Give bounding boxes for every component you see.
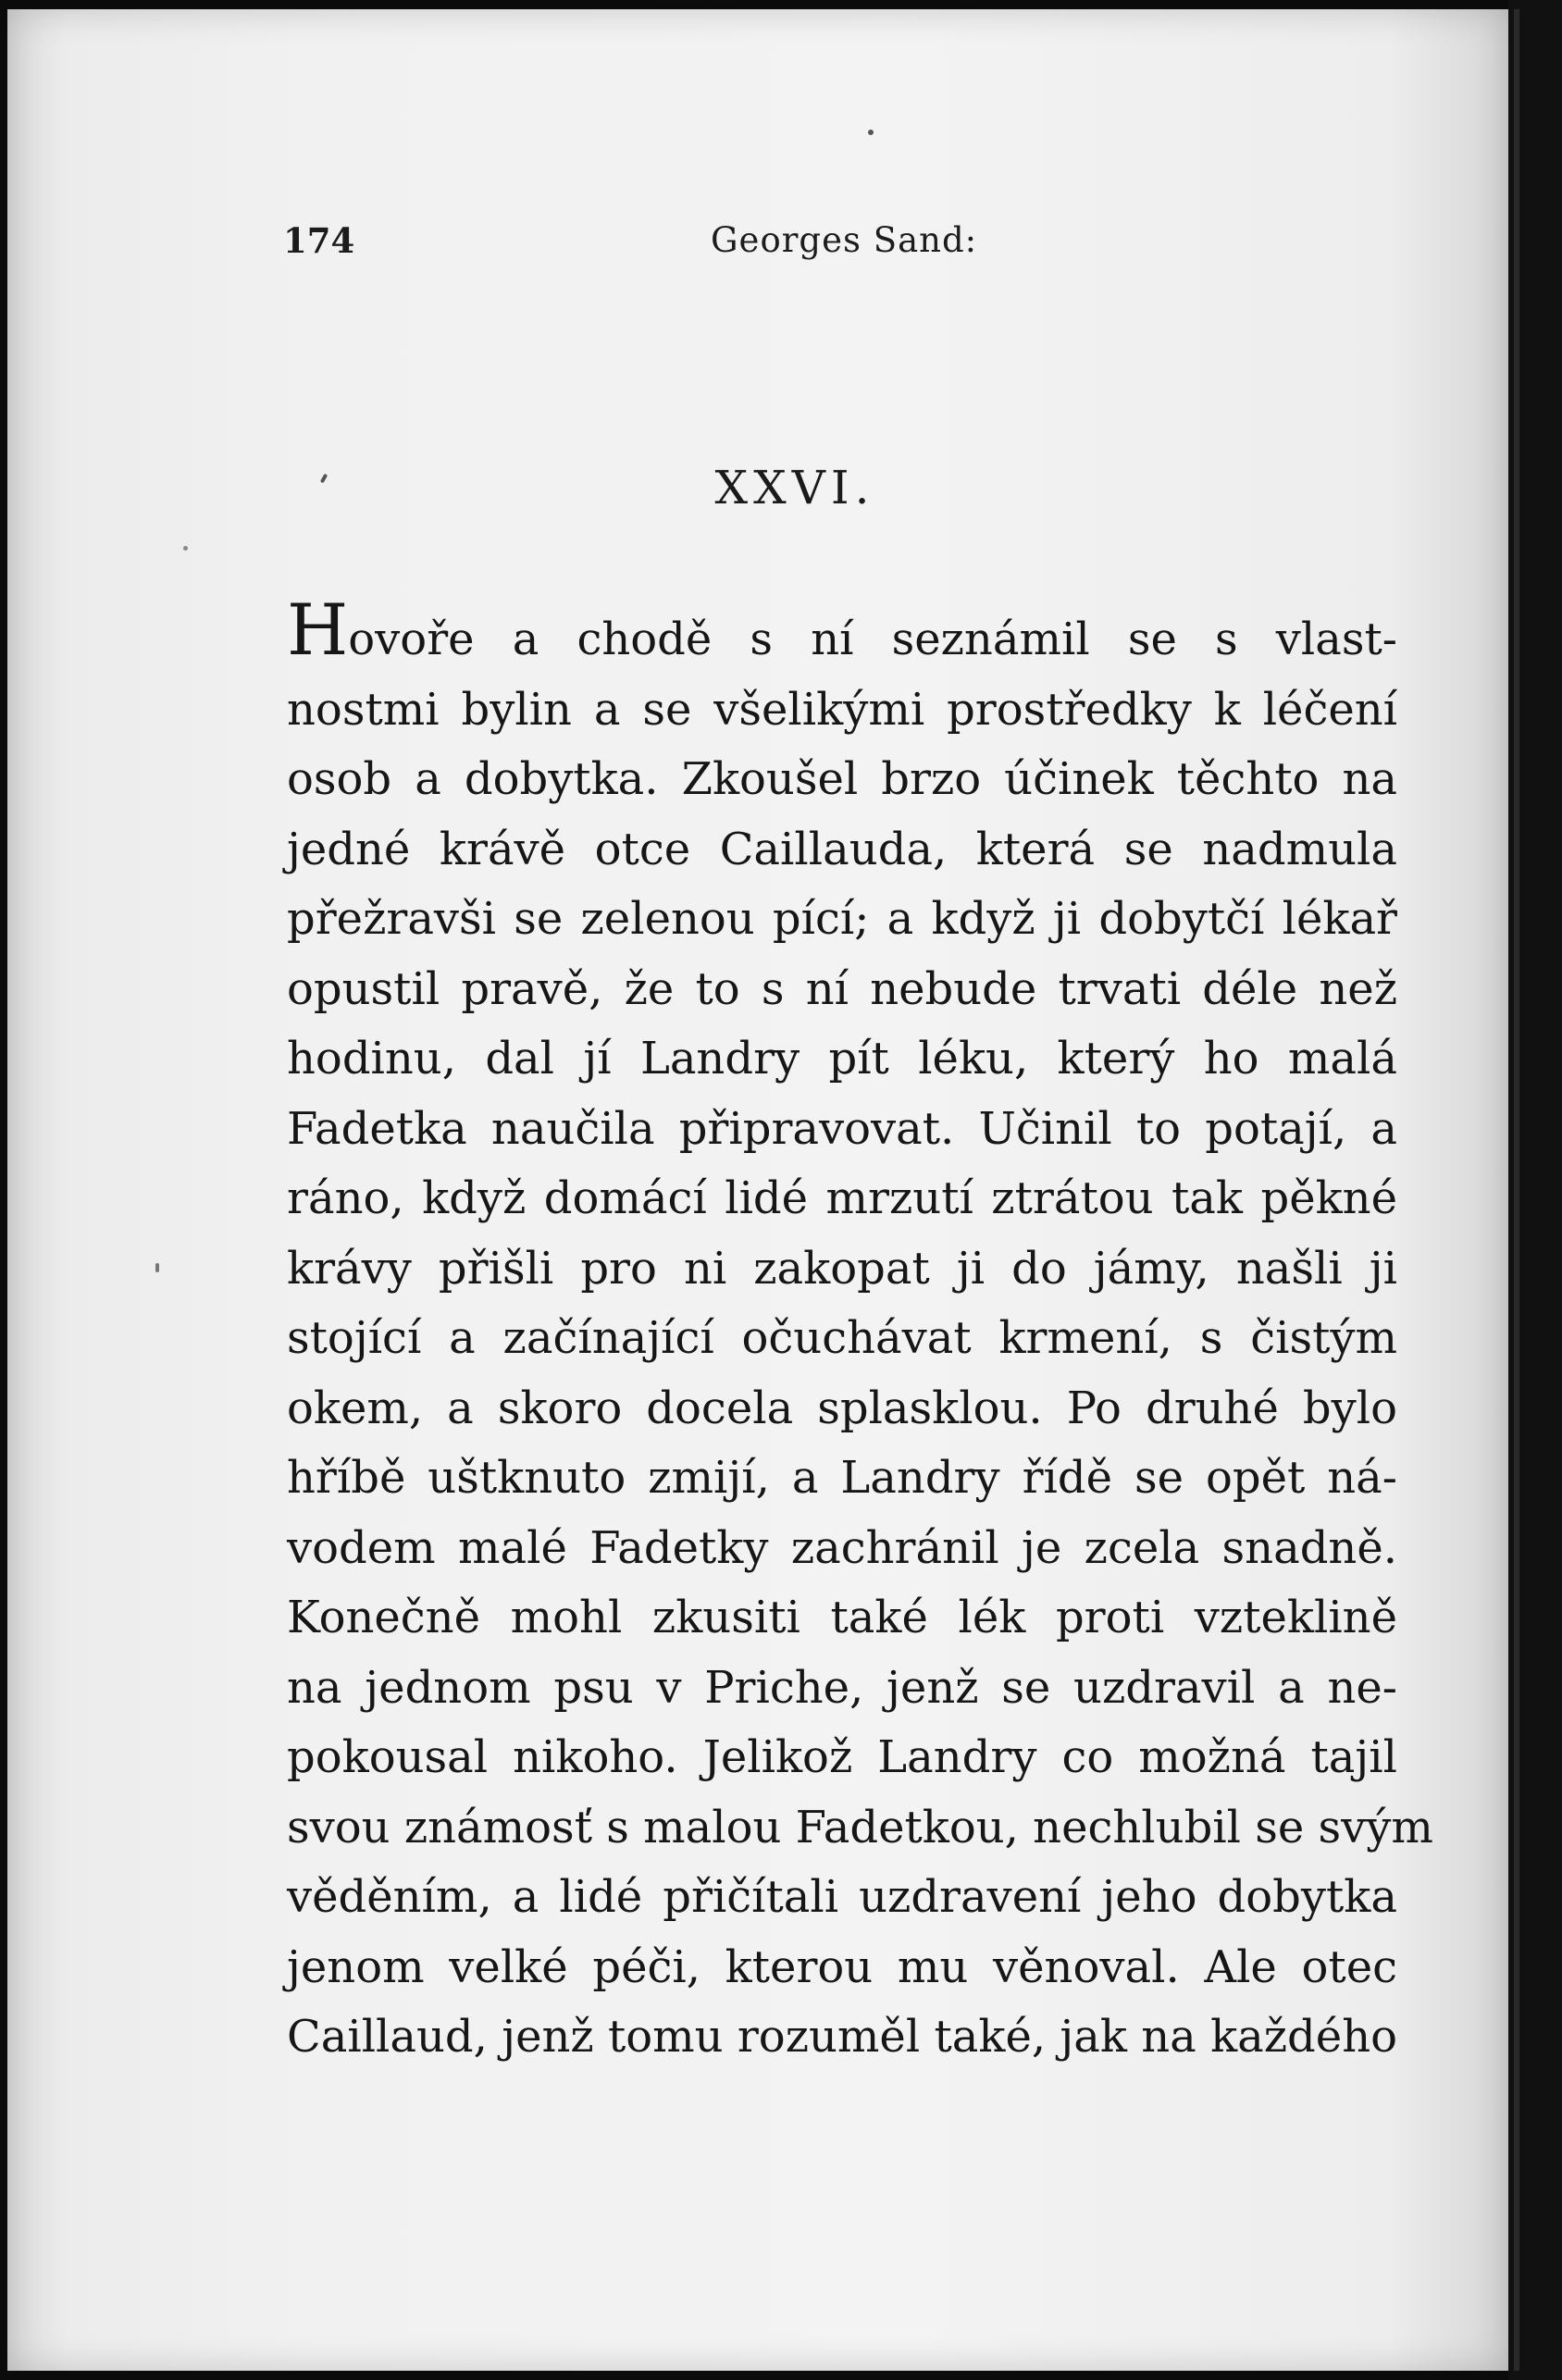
paper-speck: [155, 1263, 159, 1272]
text-line: svou známosť s malou Fadetkou, nechlubil se svým: [287, 1801, 1433, 1853]
text-line: Caillaud, jenž tomu rozuměl také, jak na každého: [287, 2011, 1397, 2063]
text-line: vodem malé Fadetky zachránil je zcela snadně.: [287, 1521, 1397, 1574]
paper-speck: [183, 546, 188, 551]
text-line: nostmi bylin a se všelikými prostředky k léčení: [287, 683, 1397, 736]
text-line: pokousal nikoho. Jelikož Landry co možná tajil: [287, 1731, 1397, 1783]
drop-cap: H: [287, 589, 349, 671]
text-line: věděním, a lidé přičítali uzdravení jeho dobytka: [287, 1871, 1397, 1923]
text-line: Fadetka naučila připravovat. Učinil to potají, a: [287, 1102, 1397, 1155]
text-line: stojící a začínající očuchávat krmení, s čistým: [287, 1312, 1397, 1364]
page-number: 174: [283, 220, 355, 261]
text-line: osob a dobytka. Zkoušel brzo účinek těchto na: [287, 753, 1397, 805]
text-line: Konečně mohl zkusiti také lék proti vzteklině: [287, 1592, 1397, 1643]
running-head: Georges Sand:: [711, 220, 978, 260]
chapter-title: XXVI.: [714, 461, 875, 514]
page-header: [283, 220, 1357, 276]
text-line-content: ovoře a chodě s ní seznámil se s vlast-: [348, 614, 1397, 665]
text-line: hříbě uštknuto zmijí, a Landry řídě se opět ná-: [287, 1452, 1397, 1504]
text-line: opustil pravě, že to s ní nebude trvati déle než: [287, 962, 1397, 1015]
text-line: jedné krávě otce Caillauda, která se nadmula: [287, 823, 1397, 875]
text-line: ráno, když domácí lidé mrzutí ztrátou tak pěkné: [287, 1172, 1397, 1224]
paper-speck: [868, 130, 874, 135]
text-line: hodinu, dal jí Landry pít léku, který ho malá: [287, 1033, 1397, 1085]
text-line: na jednom psu v Priche, jenž se uzdravil a ne-: [287, 1661, 1397, 1714]
text-line: jenom velké péči, kterou mu věnoval. Ale otec: [287, 1940, 1397, 1993]
text-line: přežravši se zelenou pící; a když ji dobytčí lékař: [287, 893, 1397, 945]
text-line: krávy přišli pro ni zakopat ji do jámy, našli ji: [287, 1242, 1397, 1295]
text-line: [287, 589, 1397, 676]
scan-page-edge-line: [1514, 9, 1519, 2371]
body-text: [287, 589, 1433, 2073]
text-line: okem, a skoro docela splasklou. Po druhé bylo: [287, 1382, 1397, 1434]
